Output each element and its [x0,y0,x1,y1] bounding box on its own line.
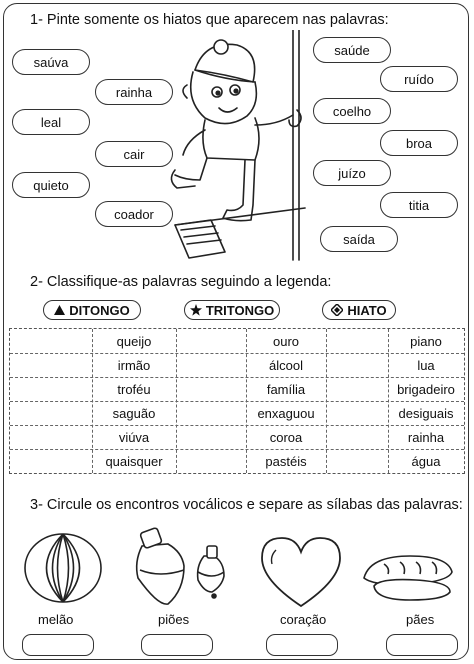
word-pill-juizo[interactable] [313,160,391,186]
picture-label-coracao: coração [280,612,327,627]
legend-ditongo [43,300,141,320]
word-label: saúde [334,42,370,58]
word-pill-ruido[interactable] [380,66,458,92]
word-pill-coador[interactable] [95,201,173,227]
question-1-heading: 1- Pinte somente os hiatos que aparecem nas palavras: [30,12,389,28]
legend-hiato [322,300,396,320]
table-cell: ouro [272,333,300,349]
word-label: leal [40,114,62,130]
word-label: coador [114,206,154,222]
triangle-icon [54,305,65,315]
question-3-heading: 3- Circule os encontros vocálicos e separe as sílabas das palavras: [30,497,463,513]
table-cell: viúva [118,429,150,445]
table-cell: pastéis [265,453,307,469]
answer-box-coracao[interactable] [266,634,338,656]
word-label: juízo [338,165,366,181]
picture-label-pioes: piões [158,612,190,627]
question-2-heading: 2- Classifique-as palavras seguindo a legenda: [30,274,332,290]
word-label: rainha [115,84,153,100]
table-cell: lua [417,357,435,373]
legend-tritongo-label: TRITONGO [205,302,275,318]
bread-icon [360,548,456,606]
word-pill-saude[interactable] [313,37,391,63]
star-icon [190,304,202,316]
answer-box-pioes[interactable] [141,634,213,656]
word-pill-titia[interactable] [380,192,458,218]
table-cell: coroa [269,429,303,445]
legend-hiato-label: HIATO [347,302,387,318]
heart-icon [258,534,344,610]
word-label: coelho [332,103,372,119]
spinning-top-icon [128,526,236,608]
classification-table [9,328,465,474]
word-label: broa [405,135,433,151]
table-cell: irmão [117,357,151,373]
picture-label-paes: pães [406,612,435,627]
word-pill-leal[interactable] [12,109,90,135]
word-label: quieto [33,177,69,193]
diamond-icon [331,304,343,316]
table-cell: água [411,453,441,469]
word-pill-cair[interactable] [95,141,173,167]
table-cell: queijo [116,333,152,349]
table-cell: família [266,381,306,397]
word-pill-quieto[interactable] [12,172,90,198]
table-cell: quaisquer [105,453,163,469]
legend-tritongo [184,300,280,320]
table-cell: saguão [112,405,156,421]
table-cell: brigadeiro [397,381,455,397]
table-cell: rainha [407,429,445,445]
table-cell: desiguais [398,405,454,421]
answer-box-paes[interactable] [386,634,458,656]
boy-pole-illustration [165,30,315,265]
answer-box-melao[interactable] [22,634,94,656]
melon-icon [22,530,104,604]
word-pill-sauva[interactable] [12,49,90,75]
word-pill-saida[interactable] [320,226,398,252]
word-label: saída [343,231,375,247]
table-cell: álcool [269,357,303,373]
word-label: ruído [404,71,434,87]
table-cell: piano [410,333,442,349]
legend-ditongo-label: DITONGO [69,302,130,318]
word-label: titia [408,197,430,213]
word-label: saúva [33,54,69,70]
picture-label-melao: melão [38,612,74,627]
word-label: cair [123,146,145,162]
word-pill-coelho[interactable] [313,98,391,124]
table-cell: troféu [117,381,151,397]
table-cell: enxaguou [257,405,315,421]
word-pill-broa[interactable] [380,130,458,156]
word-pill-rainha[interactable] [95,79,173,105]
